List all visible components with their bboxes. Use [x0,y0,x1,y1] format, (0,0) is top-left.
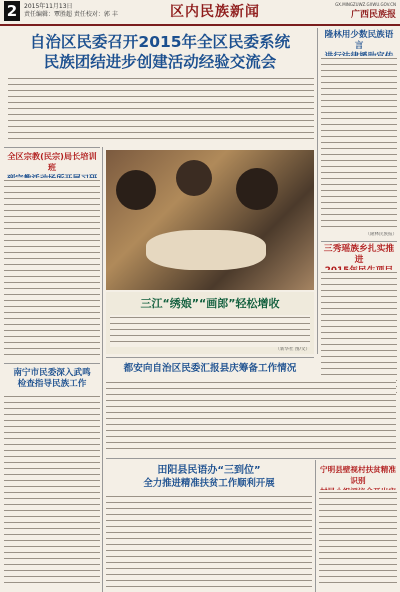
right-bottom-title-1: 宁明县壁视村扶贫精准识别 [320,465,396,485]
website: GX.MINGZUWZ.GXWU.GOV.CN [335,2,396,7]
left-bottom-title-2: 检查指导民族工作 [17,379,87,389]
left-bottom-body [4,394,100,588]
lead-article-body [8,76,314,142]
left-bottom-title-1: 南宁市民委深入武鸣 [13,368,91,378]
right-top-byline: （隆林民族报） [365,232,397,237]
divider [4,147,100,148]
column-rule [102,147,103,592]
photo-caption-title: 三江“绣娘”“画郎”轻松增收 [140,297,280,310]
divider [321,241,397,242]
photo-credit: （新华社 图/文） [275,347,310,352]
right-mid-title-1: 三秀瑶族乡扎实推进 [323,244,395,265]
photo-figure [236,168,278,210]
photo-table [146,230,266,270]
center-body [106,380,396,454]
center-title: 都安向自治区民委汇报县庆筹备工作情况 [123,363,297,374]
lead-headline-line-1: 自治区民委召开2015年全区民委系统 [29,33,291,51]
issue-date: 2015年11月13日 [24,3,73,10]
news-photo [106,150,314,290]
divider [4,363,100,364]
photo-caption-box [106,292,314,354]
paper-name: 广西民族报 [350,10,396,20]
divider [106,458,396,459]
issue-info [24,3,154,19]
bottom-center-title-1: 田阳县民语办“三到位” [157,465,261,476]
editor-line: 责任编辑：覃胜超 责任校对：郭 丰 [24,11,118,18]
column-rule [315,460,316,592]
lead-headline-line-2: 民族团结进步创建活动经验交流会 [43,53,277,71]
column-rule [317,28,318,354]
divider [106,357,314,358]
center-headline [106,362,314,375]
photo-figure [176,160,212,196]
page-number: 2 [4,1,20,21]
left-mid-title-1: 全区宗教(民宗)局长培训班 [7,151,97,172]
left-bottom-headline [4,368,100,390]
left-mid-body [4,178,100,360]
section-title: 区内民族新闻 [170,4,260,20]
right-top-body [321,56,397,232]
right-mid-body [321,270,397,396]
photo-caption-text [110,315,310,347]
photo-figure [116,170,156,210]
bottom-center-body [106,494,312,588]
right-bottom-body [319,490,397,588]
bottom-center-headline [106,464,312,490]
lead-headline [8,32,312,72]
bottom-center-title-2: 全力推进精准扶贫工作顺利开展 [143,478,275,489]
right-top-title-1: 隆林用少数民族语言 [324,30,394,51]
